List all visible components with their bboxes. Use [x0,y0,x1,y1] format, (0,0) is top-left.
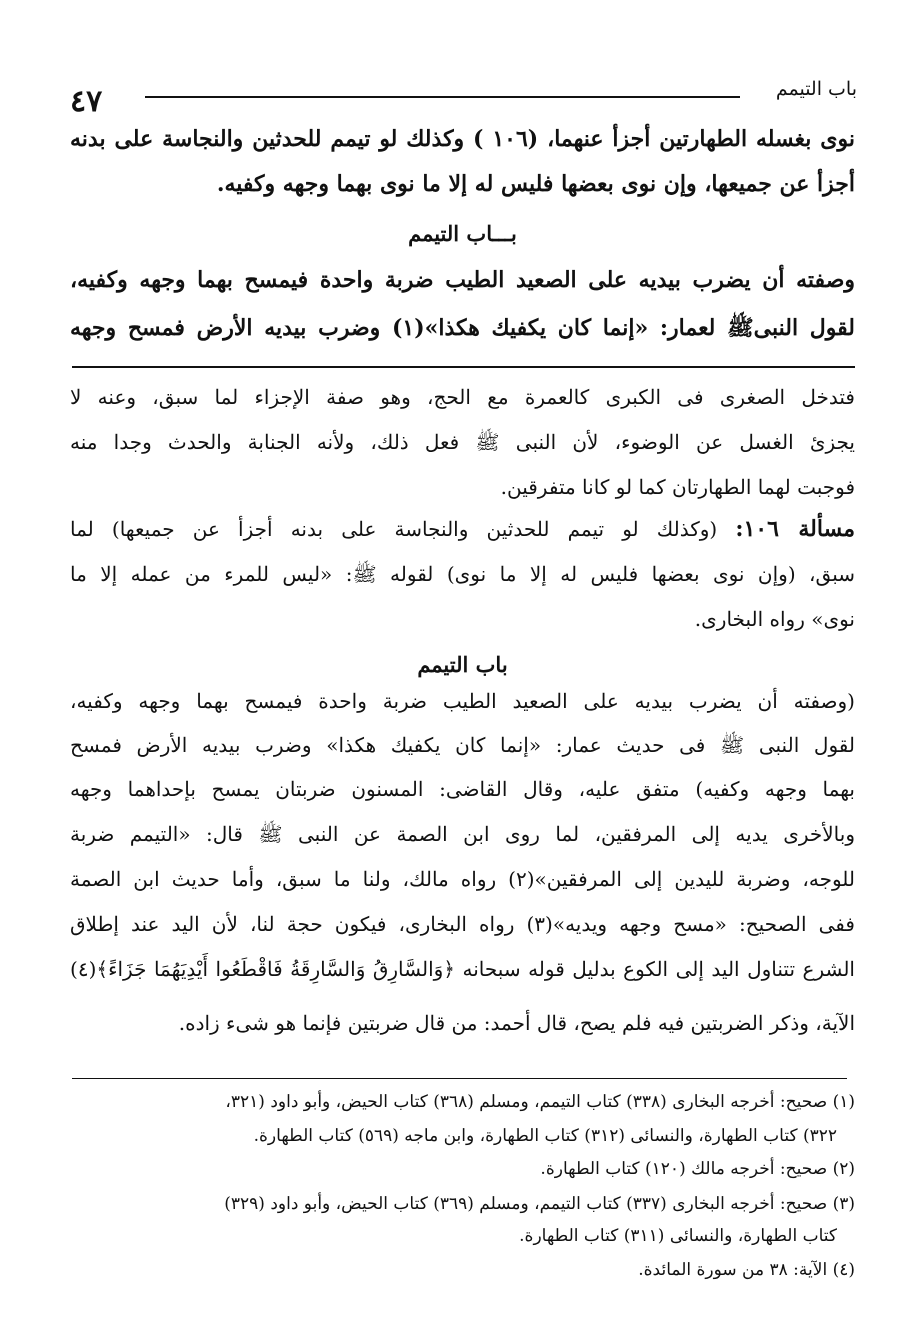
footnote-line: (٢) صحيح: أخرجه مالك (١٢٠) كتاب الطهارة. [540,1159,855,1179]
matn-line: نوى بغسله الطهارتين أجزأ عنهما، (١٠٦ ) وكذلك لو تيمم للحدثين والنجاسة على بدنه [70,126,855,152]
sharh-line: يجزئ الغسل عن الوضوء، لأن النبى ﷺ فعل ذلك، ولأنه الجنابة والحدث وجدا منه [70,430,855,454]
masala-line [70,516,855,542]
section-divider [72,366,855,368]
footnote-line: (٣) صحيح: أخرجه البخارى (٣٣٧) كتاب التيمم، ومسلم (٣٦٩) كتاب الحيض، وأبو داود (٣٢٩) [224,1194,855,1214]
page-number: ٤٧ [70,84,103,119]
sharh-line: فوجبت لهما الطهارتان كما لو كانا متفرقين. [500,475,855,499]
matn-line: وصفته أن يضرب بيديه على الصعيد الطيب ضربة واحدة فيمسح بهما وجهه وكفيه، [70,267,855,293]
running-head: باب التيمم [775,78,857,100]
sharh-line: للوجه، وضربة لليدين إلى المرفقين»(٢) رواه مالك، ولنا ما سبق، وأما حديث ابن الصمة [70,867,855,891]
sharh-line: الشرع تتناول اليد إلى الكوع بدليل قوله سبحانه ﴿وَالسَّارِقُ وَالسَّارِقَةُ فَاقْطَعُوا أَيْدِيَهُمَا جَزَاءً﴾(٤) [70,957,855,981]
footnote-rule [72,1078,847,1079]
masala-label: مسألة ١٠٦: [735,516,855,542]
sharh-line: الآية، وذكر الضربتين فيه فلم يصح، قال أحمد: من قال ضربتين فإنما هو شىء زاده. [178,1011,855,1035]
sharh-line: نوى» رواه البخارى. [694,607,855,631]
sharh-line: ففى الصحيح: «مسح وجهه ويديه»(٣) رواه البخارى، فيكون حجة لنا، لأن اليد عند إطلاق [70,912,855,936]
footnote-line: كتاب الطهارة، والنسائى (٣١١) كتاب الطهارة. [519,1226,837,1246]
matn-line: أجزأ عن جميعها، وإن نوى بعضها فليس له إلا ما نوى بهما وجهه وكفيه. [216,171,855,197]
footnote-line: (٤) الآية: ٣٨ من سورة المائدة. [638,1260,855,1280]
sharh-line: فتدخل الصغرى فى الكبرى كالعمرة مع الحج، وهو صفة الإجزاء لما سبق، وعنه لا [70,385,855,409]
matn-line: لقول النبىﷺ لعمار: «إنما كان يكفيك هكذا»(١) وضرب بيديه الأرض فمسح وجهه [70,315,855,341]
sharh-line: بهما وجهه وكفيه) متفق عليه، وقال القاضى: المسنون ضربتان يمسح بإحداهما وجهه [70,777,855,801]
sharh-line: لقول النبى ﷺ فى حديث عمار: «إنما كان يكفيك هكذا» وضرب بيديه الأرض فمسح [70,733,855,757]
masala-text: (وكذلك لو تيمم للحدثين والنجاسة على بدنه أجزأ عن جميعها) لما [70,517,718,541]
sharh-chapter-heading: باب التيمم [417,652,508,677]
sharh-line: (وصفته أن يضرب بيديه على الصعيد الطيب ضربة واحدة فيمسح بهما وجهه وكفيه، [70,689,855,713]
sharh-line: وبالأخرى يديه إلى المرفقين، لما روى ابن الصمة عن النبى ﷺ قال: «التيمم ضربة [70,822,855,846]
sharh-line: سبق، (وإن نوى بعضها فليس له إلا ما نوى) لقوله ﷺ: «ليس للمرء من عمله إلا ما [70,562,855,586]
footnote-line: ٣٢٢) كتاب الطهارة، والنسائى (٣١٢) كتاب الطهارة، وابن ماجه (٥٦٩) كتاب الطهارة. [253,1126,837,1146]
footnote-line: (١) صحيح: أخرجه البخارى (٣٣٨) كتاب التيمم، ومسلم (٣٦٨) كتاب الحيض، وأبو داود (٣٢١، [225,1092,855,1112]
header-rule [145,96,740,98]
matn-chapter-heading: بـــاب التيمم [408,221,517,246]
